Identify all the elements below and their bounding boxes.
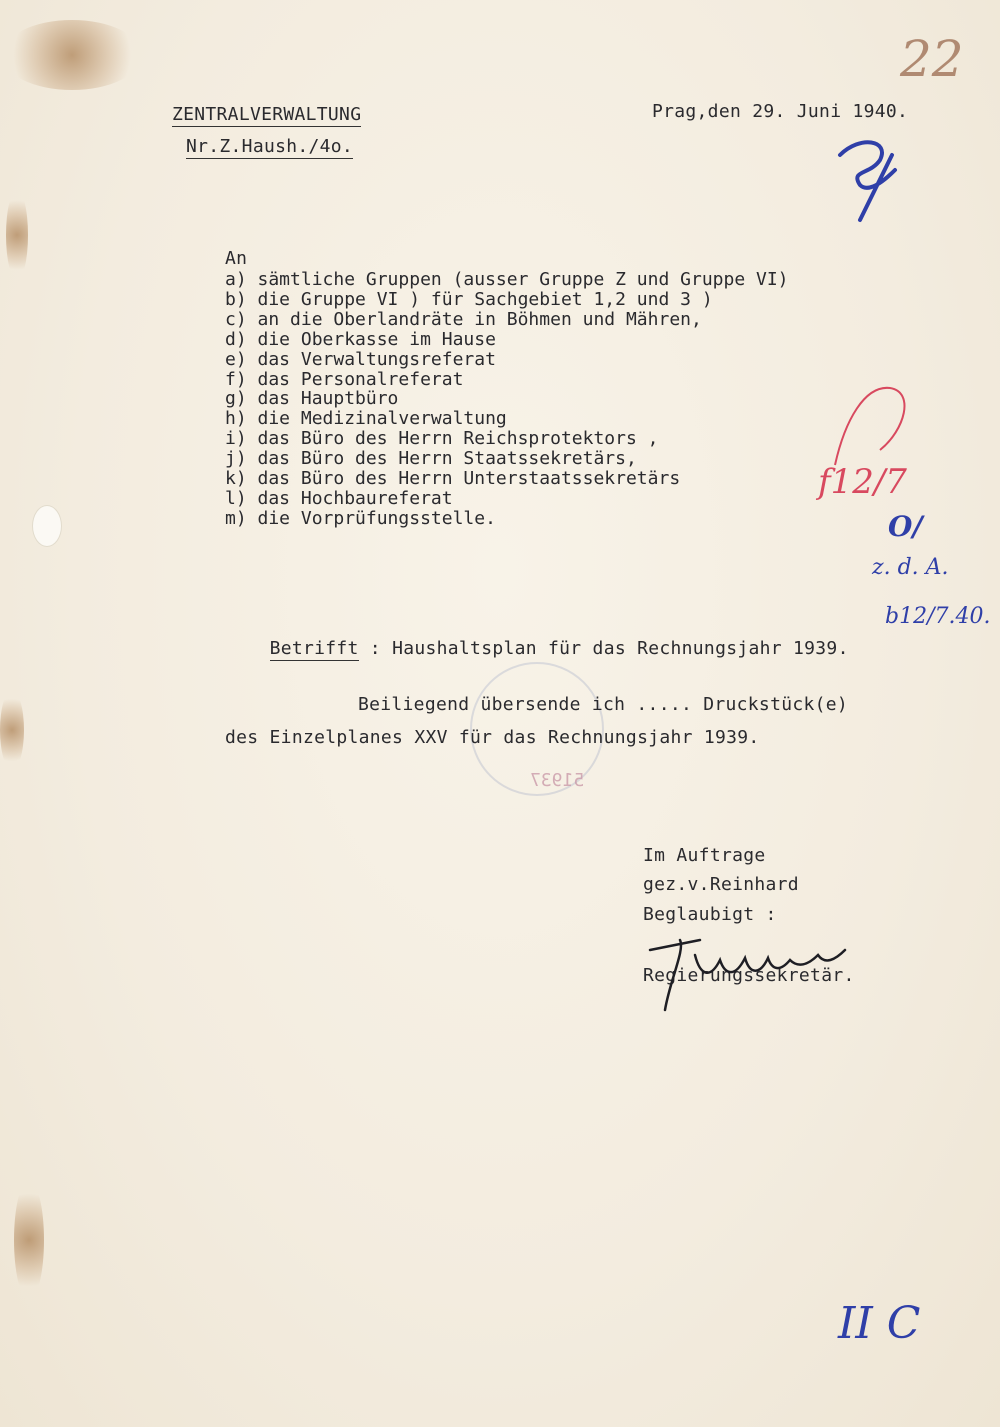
list-item: h) die Medizinalverwaltung <box>225 408 507 430</box>
red-pencil-loop <box>825 380 925 470</box>
punch-hole <box>32 505 62 547</box>
list-item: j) das Büro des Herrn Staatssekretärs, <box>225 448 637 470</box>
closing-line-1: Im Auftrage <box>643 845 766 866</box>
reference-number: Nr.Z.Haush./4o. <box>186 136 354 157</box>
blue-note-zda: z. d. A. <box>872 555 949 580</box>
blue-note-ok: O/ <box>888 510 923 543</box>
list-item: b) die Gruppe VI ) für Sachgebiet 1,2 und 3 ) <box>225 288 713 310</box>
list-item: g) das Hauptbüro <box>225 388 399 410</box>
list-item: e) das Verwaltungsreferat <box>225 348 496 370</box>
closing-line-2: gez.v.Reinhard <box>643 874 799 895</box>
letter-date: Prag,den 29. Juni 1940. <box>652 101 909 122</box>
office-heading: ZENTRALVERWALTUNG <box>172 104 362 125</box>
list-item: l) das Hochbaureferat <box>225 487 453 509</box>
rust-stain-left-bottom <box>14 1180 44 1300</box>
rust-stain-left-upper <box>6 190 28 280</box>
subject-separator: : <box>358 638 393 659</box>
recipient-list <box>225 270 789 529</box>
subject-label: Betrifft <box>269 638 359 659</box>
blue-note-date: b12/7.40. <box>885 604 991 629</box>
body-line-2: des Einzelplanes XXV für das Rechnungsjahr 1939. <box>225 727 760 748</box>
subject-text: Haushaltsplan für das Rechnungsjahr 1939. <box>392 638 849 659</box>
rust-stain-left-middle <box>0 690 24 770</box>
blue-initial-mark <box>820 115 910 225</box>
list-item: f) das Personalreferat <box>225 368 464 390</box>
closing-line-4: Regierungssekretär. <box>643 965 855 986</box>
filing-mark: II C <box>838 1298 921 1349</box>
list-item: m) die Vorprüfungsstelle. <box>225 507 496 529</box>
list-item: k) das Büro des Herrn Unterstaatssekretärs <box>225 468 681 490</box>
body-line-1: Beiliegend übersende ich ..... Druckstück(e) <box>358 694 849 715</box>
red-pencil-mark: f12/7 <box>818 462 907 502</box>
salutation: An <box>225 248 248 269</box>
page-number: 22 <box>900 30 964 88</box>
handwritten-signature <box>640 920 870 1020</box>
faint-stamp-number: 51937 <box>530 770 585 791</box>
closing-line-3: Beglaubigt : <box>643 904 777 925</box>
list-item: d) die Oberkasse im Hause <box>225 328 496 350</box>
rust-stain-top-left <box>2 20 142 90</box>
list-item: a) sämtliche Gruppen (ausser Gruppe Z und Gruppe VI) <box>225 269 789 290</box>
list-item: i) das Büro des Herrn Reichsprotektors , <box>225 428 659 450</box>
list-item: c) an die Oberlandräte in Böhmen und Mähren, <box>225 308 702 330</box>
